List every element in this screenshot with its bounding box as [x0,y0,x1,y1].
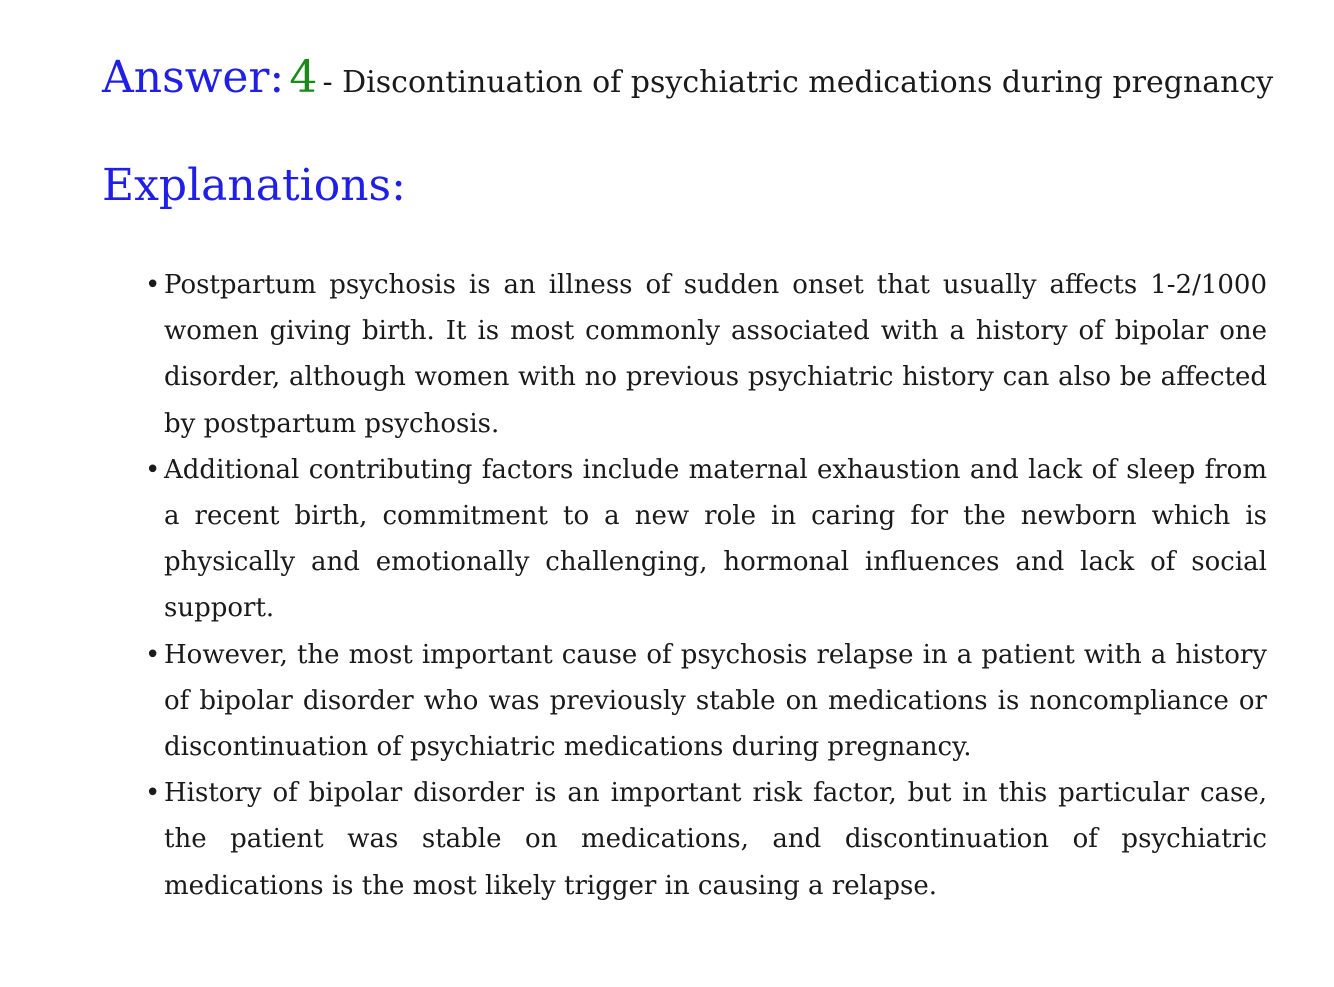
bullet-dot: • [145,778,161,809]
explanation-item [145,262,1267,447]
bullet-dot: • [145,270,161,300]
explanations-heading: Explanations: [102,160,406,211]
explanation-item [145,632,1267,771]
answer-line [102,52,1274,103]
explanation-text: Additional contributing factors include maternal exhaustion and lack of sleep from a recent birth, commitment to a new role in caring for the newborn which is physically and emotionally challenging, hormonal influences and lack of social support. [164,454,1267,624]
answer-number: 4 [289,52,318,103]
explanation-item [145,447,1267,632]
explanation-text: However, the most important cause of psychosis relapse in a patient with a history of bipolar disorder who was previously stable on medications is noncompliance or discontinuation of psychiatric medications during pregnancy. [164,639,1267,763]
bullet-dot: • [145,454,161,485]
explanation-item [145,770,1267,909]
bullet-dot: • [145,639,161,670]
explanations-list [145,262,1267,909]
explanation-text: History of bipolar disorder is an important risk factor, but in this particular case, the patient was stable on medications, and discontinuation of psychiatric medications is the most likely trigger in causing a relapse. [164,778,1267,901]
answer-text: - Discontinuation of psychiatric medications during pregnancy [322,65,1274,100]
answer-label: Answer: [102,52,285,103]
explanation-text: Postpartum psychosis is an illness of sudden onset that usually affects 1-2/1000 women giving birth. It is most commonly associated with a history of bipolar one disorder, although women with no previous psychiatric history can also be affected by postpartum psychosis. [164,270,1267,439]
